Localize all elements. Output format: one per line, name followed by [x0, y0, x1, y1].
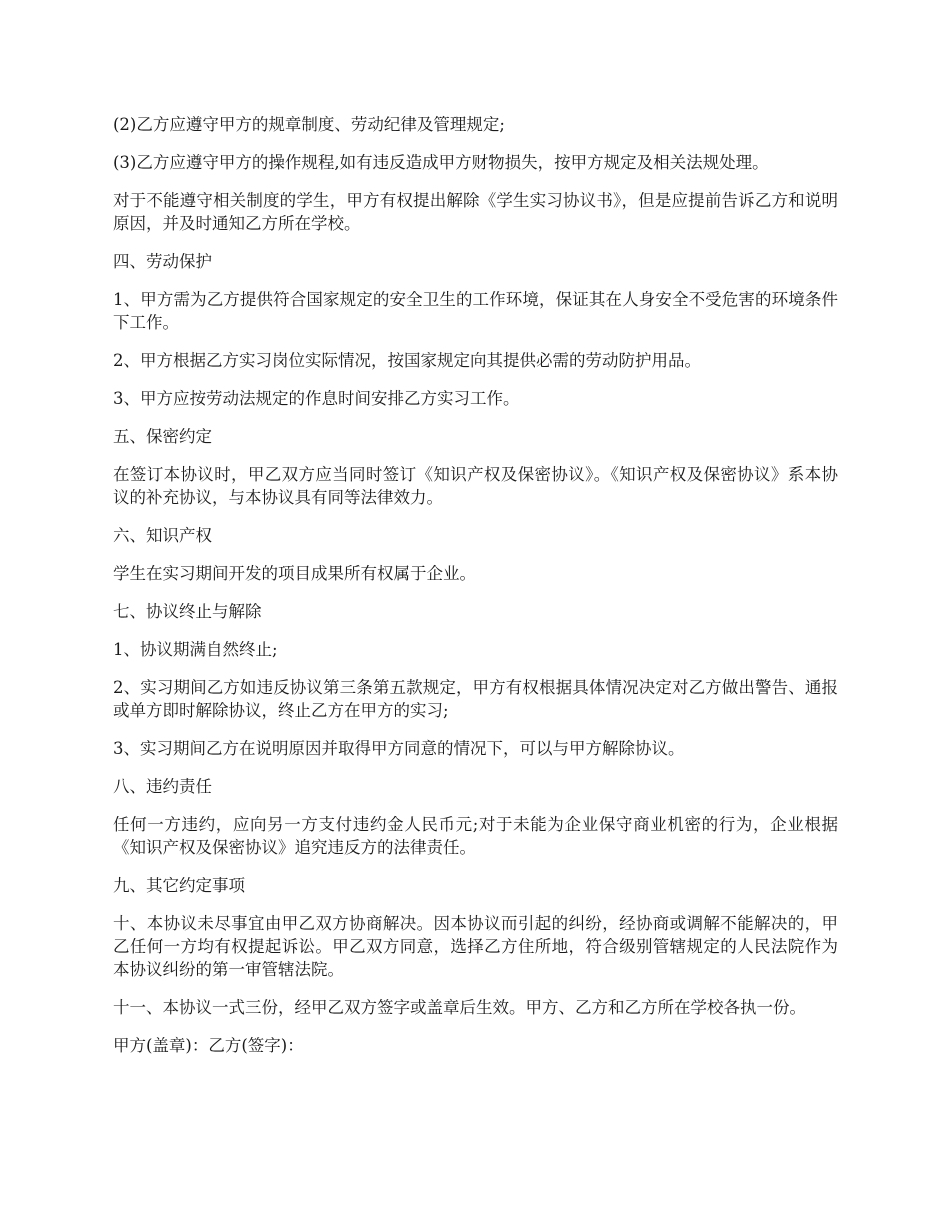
paragraph-labor-3: 3、甲方应按劳动法规定的作息时间安排乙方实习工作。: [113, 389, 520, 408]
paragraph-liability: 任何一方违约，应向另一方支付违约金人民币元;对于未能为企业保守商业机密的行为，企业根据《知识产权及保密协议》追究违反方的法律责任。: [113, 815, 838, 857]
paragraph-labor-1: 1、甲方需为乙方提供符合国家规定的安全卫生的工作环境，保证其在人身安全不受危害的环境条件下工作。: [113, 290, 838, 332]
paragraph-rule-2: (2)乙方应遵守甲方的规章制度、劳动纪律及管理规定;: [113, 115, 505, 134]
paragraph-confidentiality: 在签订本协议时，甲乙双方应当同时签订《知识产权及保密协议》。《知识产权及保密协议》系本协议的补充协议，与本协议具有同等法律效力。: [113, 465, 838, 507]
section-heading-confidentiality: 五、保密约定: [113, 427, 212, 446]
paragraph-ip: 学生在实习期间开发的项目成果所有权属于企业。: [113, 564, 476, 583]
paragraph-termination-2: 2、实习期间乙方如违反协议第三条第五款规定，甲方有权根据具体情况决定对乙方做出警告、通报或单方即时解除协议，终止乙方在甲方的实习;: [113, 678, 838, 720]
section-heading-labor-protection: 四、劳动保护: [113, 252, 212, 271]
section-heading-termination: 七、协议终止与解除: [113, 602, 262, 621]
section-heading-ip: 六、知识产权: [113, 526, 212, 545]
paragraph-termination-1: 1、协议期满自然终止;: [113, 640, 278, 659]
paragraph-copies: 十一、本协议一式三份，经甲乙双方签字或盖章后生效。甲方、乙方和乙方所在学校各执一份。: [113, 998, 806, 1017]
paragraph-dispute: 十、本协议未尽事宜由甲乙双方协商解决。因本协议而引起的纠纷，经协商或调解不能解决的，甲乙任何一方均有权提起诉讼。甲乙双方同意，选择乙方住所地，符合级别管辖规定的人民法院作为本协议纠纷的第一审管辖法院。: [113, 914, 838, 979]
paragraph-labor-2: 2、甲方根据乙方实习岗位实际情况，按国家规定向其提供必需的劳动防护用品。: [113, 351, 701, 370]
document-page: [113, 113, 838, 1072]
paragraph-rule-3: (3)乙方应遵守甲方的操作规程,如有违反造成甲方财物损失，按甲方规定及相关法规处理。: [113, 153, 769, 172]
signature-line: 甲方(盖章)：乙方(签字)：: [113, 1036, 304, 1055]
paragraph-termination-3: 3、实习期间乙方在说明原因并取得甲方同意的情况下，可以与甲方解除协议。: [113, 739, 685, 758]
section-heading-other: 九、其它约定事项: [113, 876, 245, 895]
section-heading-liability: 八、违约责任: [113, 777, 212, 796]
paragraph-termination-notice: 对于不能遵守相关制度的学生，甲方有权提出解除《学生实习协议书》，但是应提前告诉乙方和说明原因，并及时通知乙方所在学校。: [113, 191, 838, 233]
